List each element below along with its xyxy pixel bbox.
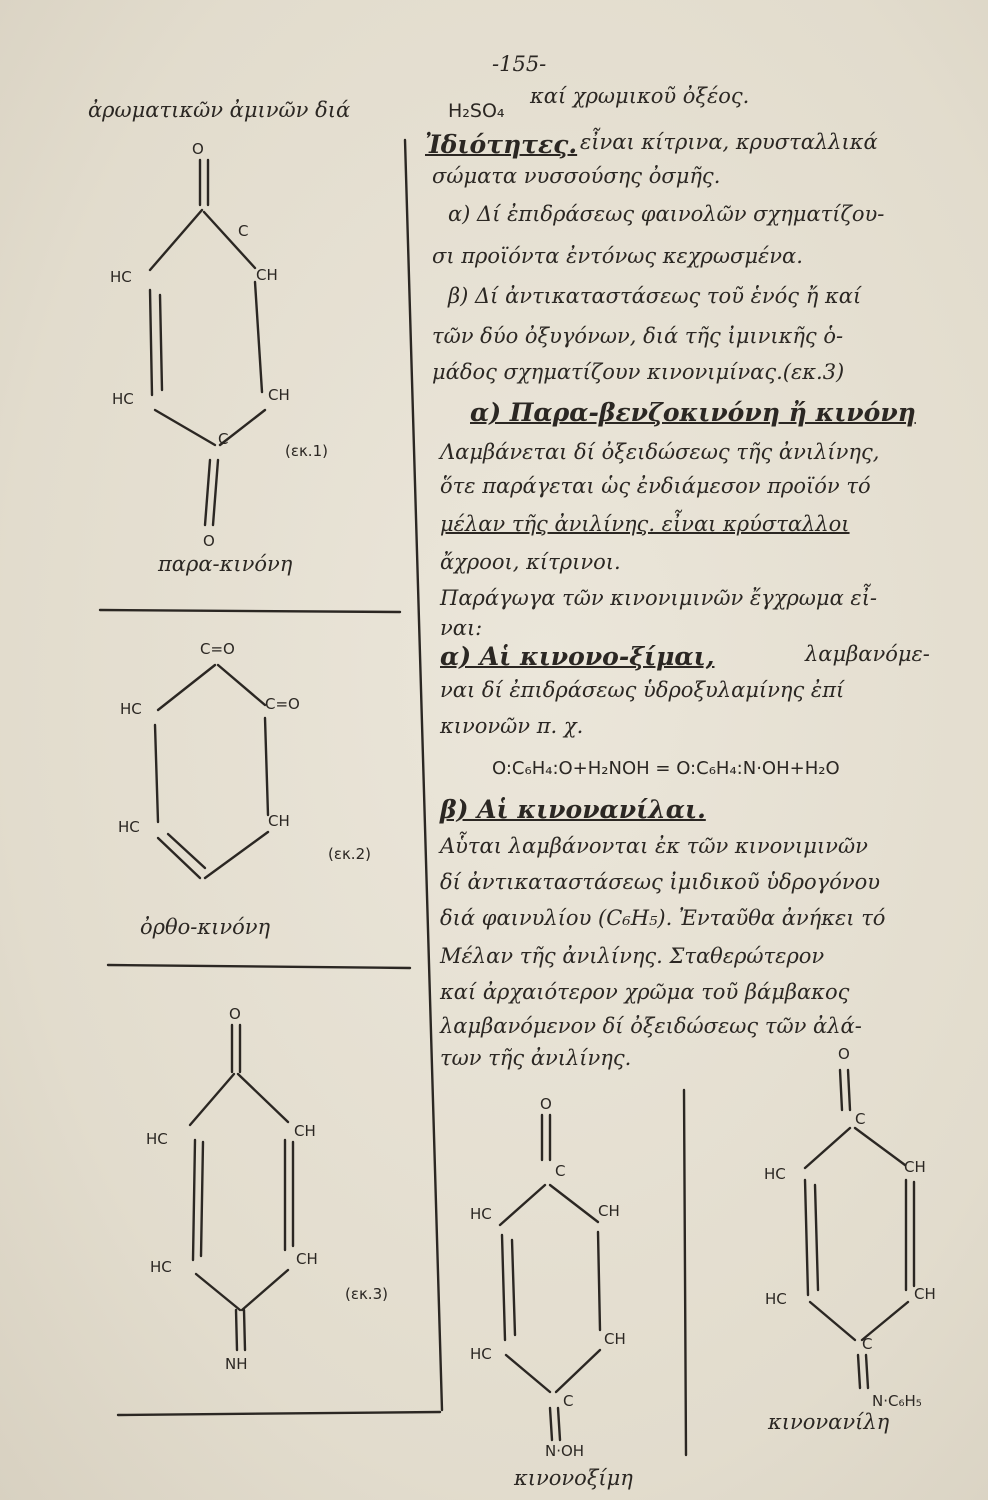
right-line-4: σι προϊόντα ἐντόνως κεχρωσμένα. xyxy=(432,244,803,268)
structure-1-bonds xyxy=(150,160,265,525)
s3-atom-hc-upper: HC xyxy=(146,1130,168,1148)
properties-label: Ἰδιότητες. xyxy=(425,130,578,159)
s4-atom-hc-lower: HC xyxy=(470,1345,492,1363)
s2-example-label: (εκ.2) xyxy=(328,845,371,863)
s5-atom-c-top: C xyxy=(855,1110,866,1128)
s3-atom-ch-upper: CH xyxy=(294,1122,316,1140)
s2-caption: ὀρθο-κινόνη xyxy=(140,915,271,939)
right-line-7: μάδος σχηματίζουν κινονιμίνας.(εκ.3) xyxy=(432,360,845,384)
structure-2-bonds xyxy=(155,665,268,878)
heading-quinone-anils: β) Αἱ κινονανίλαι. xyxy=(440,795,706,824)
s1-atom-c-bottom: C xyxy=(218,430,229,448)
s1-atom-ch-upper: CH xyxy=(256,266,278,284)
right-line-13: ναι: xyxy=(440,616,483,640)
s5-atom-hc-lower: HC xyxy=(765,1290,787,1308)
s2-atom-co-right: C=O xyxy=(265,695,300,713)
s4-atom-o-top: O xyxy=(540,1095,552,1113)
s5-atom-ch-lower: CH xyxy=(914,1285,936,1303)
heading-quinone-oximes-tail: λαμβανόμε- xyxy=(805,642,930,666)
right-line-3: α) Δί ἐπιδράσεως φαινολῶν σχηματίζου- xyxy=(448,202,885,226)
s2-atom-co-top: C=O xyxy=(200,640,235,658)
right-line-1: εἶναι κίτρινα, κρυσταλλικά xyxy=(580,130,878,154)
s3-atom-ch-lower: CH xyxy=(296,1250,318,1268)
s4-atom-c-bottom: C xyxy=(563,1392,574,1410)
divider-3 xyxy=(118,1412,440,1415)
heading-quinone-oximes: α) Αἱ κινονο-ξίμαι, xyxy=(440,642,715,671)
s5-atom-o-top: O xyxy=(838,1045,850,1063)
s3-atom-o-top: O xyxy=(229,1005,241,1023)
right-line-22: των τῆς ἀνιλίνης. xyxy=(440,1046,632,1070)
right-line-19: Μέλαν τῆς ἀνιλίνης. Σταθερώτερον xyxy=(440,944,825,968)
divider-1 xyxy=(100,610,400,612)
s4-atom-ch-lower: CH xyxy=(604,1330,626,1348)
s4-caption: κινονοξίμη xyxy=(514,1466,633,1490)
structure-4-bonds xyxy=(500,1115,600,1440)
right-line-10: μέλαν τῆς ἀνιλίνης. εἶναι κρύσταλλοι xyxy=(440,512,850,536)
s5-caption: κινονανίλη xyxy=(768,1410,890,1434)
right-line-11: ἄχροοι, κίτρινοι. xyxy=(440,550,621,574)
s4-atom-ch-upper: CH xyxy=(598,1202,620,1220)
right-line-18: διά φαινυλίου (C₆H₅). Ἐνταῦθα ἀνήκει τό xyxy=(440,906,886,930)
divider-2 xyxy=(108,965,410,968)
s1-atom-hc-lower: HC xyxy=(112,390,134,408)
page-number: -155- xyxy=(492,52,547,76)
right-bar xyxy=(684,1090,686,1455)
structure-3-bonds xyxy=(190,1025,293,1350)
s2-atom-hc-upper: HC xyxy=(120,700,142,718)
right-line-17: δί ἀντικαταστάσεως ἰμιδικοῦ ὑδρογόνου xyxy=(440,870,881,894)
s3-atom-nh: NH xyxy=(225,1355,248,1373)
s1-atom-hc-upper: HC xyxy=(110,268,132,286)
s5-atom-c-bottom: C xyxy=(862,1335,873,1353)
oxime-equation: O:C₆H₄:O+H₂NOH = O:C₆H₄:N·OH+H₂O xyxy=(492,758,840,779)
s1-atom-o-top: O xyxy=(192,140,204,158)
s5-atom-nc6h5: N·C₆H₅ xyxy=(872,1392,922,1410)
s1-example-label: (εκ.1) xyxy=(285,442,328,460)
s5-atom-ch-upper: CH xyxy=(904,1158,926,1176)
heading-para-benzoquinone: α) Παρα-βενζοκινόνη ἤ κινόνη xyxy=(470,398,916,427)
s1-atom-c-top: C xyxy=(238,222,249,240)
s3-example-label: (εκ.3) xyxy=(345,1285,388,1303)
s1-caption: παρα-κινόνη xyxy=(158,552,293,576)
s1-atom-ch-lower: CH xyxy=(268,386,290,404)
s4-atom-hc-upper: HC xyxy=(470,1205,492,1223)
right-line-6: τῶν δύο ὀξυγόνων, διά τῆς ἰμινικῆς ὁ- xyxy=(432,324,844,348)
s4-atom-noh: N·OH xyxy=(545,1442,585,1460)
right-line-20: καί ἀρχαιότερον χρῶμα τοῦ βάμβακος xyxy=(440,980,850,1004)
right-line-14: ναι δί ἐπιδράσεως ὑδροξυλαμίνης ἐπί xyxy=(440,678,845,702)
right-line-12: Παράγωγα τῶν κινονιμινῶν ἔγχρωμα εἶ- xyxy=(440,586,878,610)
s3-atom-hc-lower: HC xyxy=(150,1258,172,1276)
s2-atom-hc-lower: HC xyxy=(118,818,140,836)
right-line-2: σώματα νυσσούσης ὀσμῆς. xyxy=(432,164,721,188)
s4-atom-c-top: C xyxy=(555,1162,566,1180)
s2-atom-ch-lower: CH xyxy=(268,812,290,830)
right-line-5: β) Δί ἀντικαταστάσεως τοῦ ἑνός ἤ καί xyxy=(448,284,862,308)
right-line-16: Αὗται λαμβάνονται ἐκ τῶν κινονιμινῶν xyxy=(440,834,868,858)
right-line-9: ὅτε παράγεται ὡς ἐνδιάμεσον προϊόν τό xyxy=(440,474,871,498)
right-line-15: κινονῶν π. χ. xyxy=(440,714,584,738)
top-line-left: ἀρωματικῶν ἀμινῶν διά xyxy=(88,98,351,122)
s5-atom-hc-upper: HC xyxy=(764,1165,786,1183)
right-line-8: Λαμβάνεται δί ὀξειδώσεως τῆς ἀνιλίνης, xyxy=(440,440,880,464)
top-line-right: καί χρωμικοῦ ὀξέος. xyxy=(530,84,750,108)
right-line-21: λαμβανόμενον δί ὀξειδώσεως τῶν ἀλά- xyxy=(440,1014,862,1038)
top-line-formula: H₂SO₄ xyxy=(448,100,505,122)
s1-atom-o-bottom: O xyxy=(203,532,215,550)
